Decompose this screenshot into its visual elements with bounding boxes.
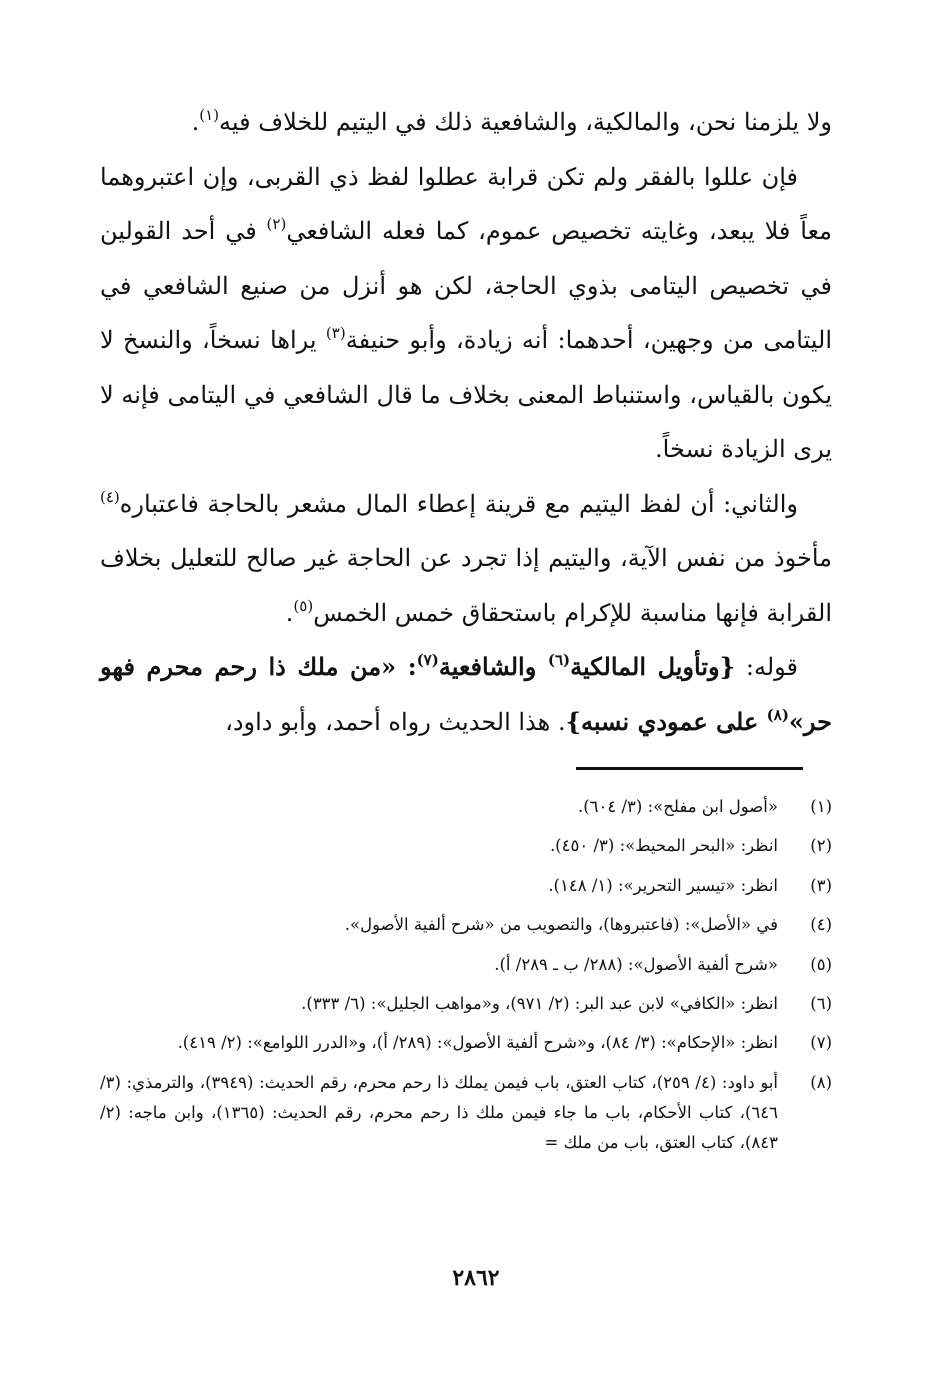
paragraph-4 bbox=[100, 640, 832, 749]
paragraph-2-text-b: في أحد القولين في تخصيص اليتامى بذوي الحاجة، لكن هو أنزل من صنيع الشافعي في اليتامى من وجهين، أحدهما: أنه زيادة، وأبو حنيفة bbox=[100, 217, 832, 354]
footnote-ref-1: (١) bbox=[199, 106, 220, 124]
paragraph-1-text: ولا يلزمنا نحن، والمالكية، والشافعية ذلك في اليتيم للخلاف فيه bbox=[219, 108, 832, 136]
paragraph-3-end: . bbox=[285, 598, 294, 627]
paragraph-1-end: . bbox=[191, 108, 200, 136]
footnote-ref-5: (٥) bbox=[293, 596, 314, 615]
paragraph-2 bbox=[100, 150, 832, 477]
matn-text-c: : «من ملك ذا رحم محرم فهو حر» bbox=[100, 652, 832, 736]
footnote-number: (٦) bbox=[810, 993, 832, 1013]
paragraph-4-commentary: . هذا الحديث رواه أحمد، وأبو داود، bbox=[225, 707, 566, 736]
footnote-text: انظر: «تيسير التحرير»: (١/ ١٤٨). bbox=[548, 875, 778, 895]
footnote-text: «شرح ألفية الأصول»: (٢٨٨/ ب ـ ٢٨٩/ أ). bbox=[494, 954, 778, 974]
footnote-ref-2: (٢) bbox=[266, 215, 287, 233]
footnote-3 bbox=[100, 871, 832, 901]
footnote-8 bbox=[100, 1068, 832, 1158]
footnote-6 bbox=[100, 989, 832, 1019]
footnote-5 bbox=[100, 950, 832, 980]
paragraph-3 bbox=[100, 477, 832, 641]
footnote-number: (٤) bbox=[810, 915, 832, 935]
paragraph-1 bbox=[100, 95, 832, 150]
footnote-separator bbox=[576, 767, 803, 770]
footnote-ref-3: (٣) bbox=[325, 324, 346, 342]
footnote-text: «أصول ابن مفلح»: (٣/ ٦٠٤). bbox=[577, 797, 778, 816]
paragraph-2-text-c: يراها نسخاً، والنسخ لا يكون بالقياس، واستنباط المعنى بخلاف ما قال الشافعي في اليتامى فإنه لا يرى الزيادة نسخاً. bbox=[100, 326, 832, 463]
main-text bbox=[100, 95, 832, 749]
page-number: ٢٨٦٢ bbox=[452, 1265, 500, 1291]
footnotes bbox=[100, 792, 832, 1167]
footnote-ref-8: (٨) bbox=[766, 705, 789, 724]
footnote-text: أبو داود: (٤/ ٢٥٩)، كتاب العتق، باب فيمن يملك ذا رحم محرم، رقم الحديث: (٣٩٤٩)، والترمذي: (٣/ ٦٤٦)، كتاب الأحكام، باب ما جاء فيمن ملك ذا رحم محرم، رقم الحديث: (١٣٦٥)، وابن ماجه: (٢/ ٨٤٣)، كتاب العتق، باب من ملك = bbox=[100, 1072, 779, 1152]
footnote-number: (١) bbox=[810, 797, 832, 816]
footnote-number: (٢) bbox=[810, 836, 832, 856]
paragraph-4-lead: قوله: bbox=[735, 653, 799, 681]
footnote-2 bbox=[100, 831, 832, 861]
footnote-1 bbox=[100, 792, 832, 822]
footnote-number: (٨) bbox=[810, 1072, 832, 1092]
matn-text-a: {وتأويل المالكية bbox=[570, 652, 736, 681]
footnote-text: في «الأصل»: (فاعتبروها)، والتصويب من «شرح ألفية الأصول». bbox=[344, 915, 778, 935]
footnote-text: انظر: «البحر المحيط»: (٣/ ٤٥٠). bbox=[549, 836, 778, 856]
footnote-ref-7: (٧) bbox=[416, 651, 439, 669]
footnote-ref-4: (٤) bbox=[100, 487, 120, 506]
paragraph-3-text-a: والثاني: أن لفظ اليتيم مع قرينة إعطاء المال مشعر بالحاجة فاعتباره bbox=[119, 489, 798, 518]
paragraph-2-text-a: فإن عللوا بالفقر ولم تكن قرابة عطلوا لفظ ذي القربى، وإن اعتبروهما معاً فلا يبعد، وغايته تخصيص عموم، كما فعله الشافعي bbox=[100, 162, 833, 245]
footnote-text: انظر: «الكافي» لابن عبد البر: (٢/ ٩٧١)، و«مواهب الجليل»: (٦/ ٣٣٣). bbox=[301, 993, 778, 1013]
footnote-number: (٣) bbox=[810, 875, 832, 895]
paragraph-3-text-b: مأخوذ من نفس الآية، واليتيم إذا تجرد عن الحاجة غير صالح للتعليل بخلاف القرابة فإنها مناسبة للإكرام باستحقاق خمس الخمس bbox=[100, 544, 832, 627]
footnote-7 bbox=[100, 1028, 832, 1058]
footnote-number: (٧) bbox=[810, 1033, 832, 1053]
footnote-text: انظر: «الإحكام»: (٣/ ٨٤)، و«شرح ألفية الأصول»: (٢٨٩/ أ)، و«الدرر اللوامع»: (٢/ ٤١٩). bbox=[177, 1033, 778, 1053]
footnote-ref-6: (٦) bbox=[547, 651, 571, 669]
footnote-number: (٥) bbox=[810, 954, 832, 974]
matn-text-d: على عمودي نسبه} bbox=[565, 706, 767, 736]
footnote-4 bbox=[100, 910, 832, 940]
matn-text-b: والشافعية bbox=[438, 652, 548, 681]
